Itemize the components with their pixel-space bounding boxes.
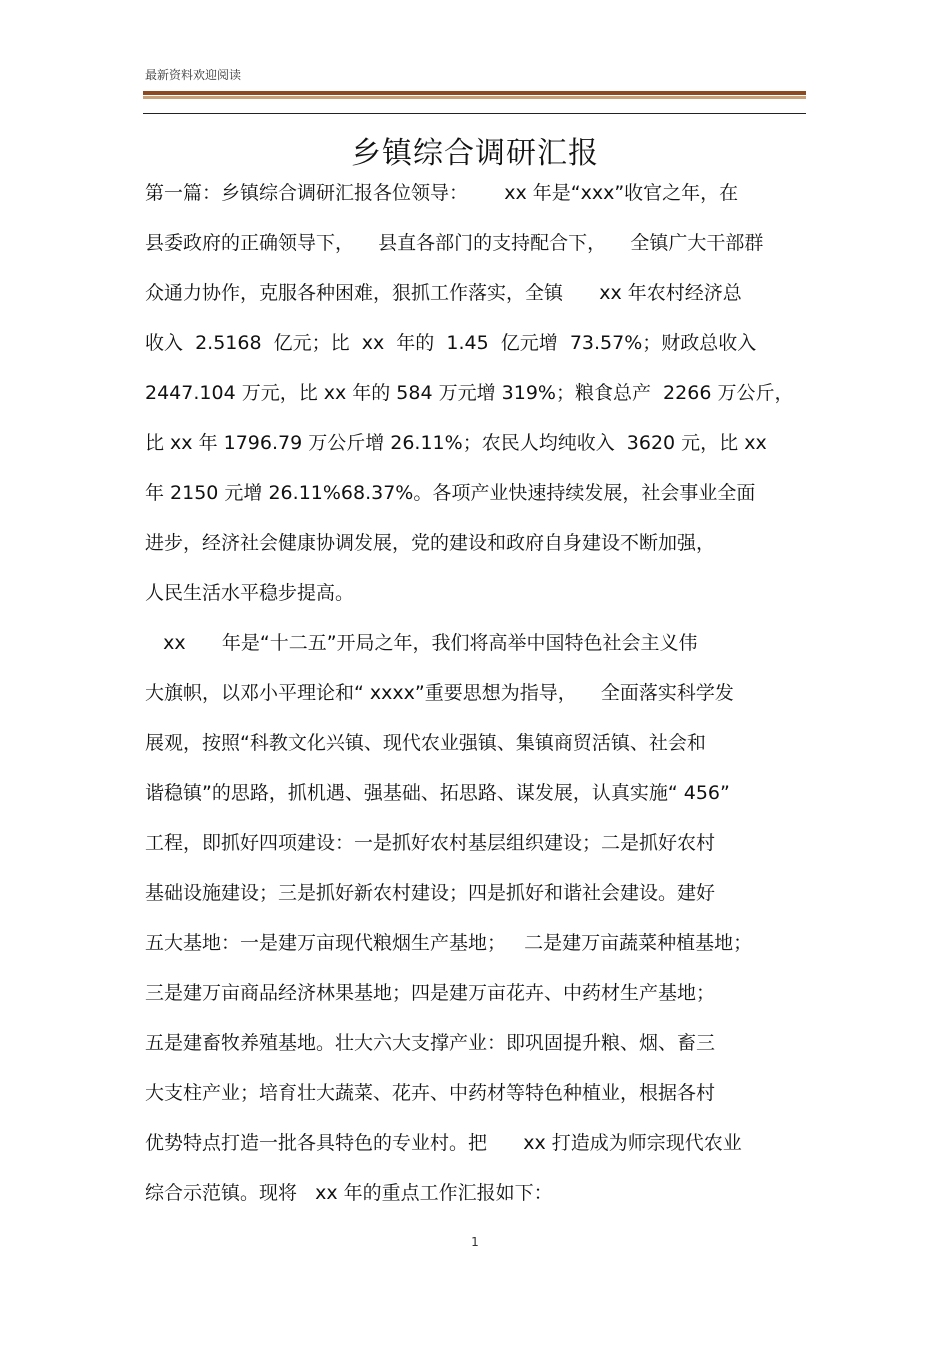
body-line: 谐稳镇”的思路，抓机遇、强基础、拓思路、谋发展，认真实施“ 456” xyxy=(145,782,730,804)
document-title: 乡镇综合调研汇报 xyxy=(351,136,599,171)
body-line: 三是建万亩商品经济林果基地；四是建万亩花卉、中药材生产基地； xyxy=(145,982,716,1004)
page-number: 1 xyxy=(471,1235,479,1249)
body-line: 大支柱产业；培育壮大蔬菜、花卉、中药材等特色种植业，根据各村 xyxy=(145,1082,716,1104)
body-line: 大旗帜，以邓小平理论和“ xxxx”重要思想为指导， 全面落实科学发 xyxy=(145,682,734,704)
body-line: 第一篇：乡镇综合调研汇报各位领导： xx 年是“xxx”收官之年，在 xyxy=(145,182,739,204)
page-header-text: 最新资料欢迎阅读 xyxy=(145,68,242,82)
body-line: 众通力协作，克服各种困难，狠抓工作落实，全镇 xx 年农村经济总 xyxy=(145,282,742,304)
body-line: 比 xx 年 1796.79 万公斤增 26.11%；农民人均纯收入 3620 元，比 xx xyxy=(145,432,767,454)
body-line: 综合示范镇。现将 xx 年的重点工作汇报如下： xyxy=(145,1182,553,1204)
body-line: 工程，即抓好四项建设：一是抓好农村基层组织建设；二是抓好农村 xyxy=(145,832,716,854)
body-line: 人民生活水平稳步提高。 xyxy=(145,582,355,604)
body-line: 优势特点打造一批各具特色的专业村。把 xx 打造成为师宗现代农业 xyxy=(145,1132,742,1154)
header-rule-thick xyxy=(143,91,806,95)
body-line: 五大基地：一是建万亩现代粮烟生产基地； 二是建万亩蔬菜种植基地； xyxy=(145,932,753,954)
body-line: xx 年是“十二五”开局之年，我们将高举中国特色社会主义伟 xyxy=(145,632,698,654)
body-line: 基础设施建设；三是抓好新农村建设；四是抓好和谐社会建设。建好 xyxy=(145,882,716,904)
body-line: 进步，经济社会健康协调发展，党的建设和政府自身建设不断加强， xyxy=(145,532,716,554)
header-rule-thin xyxy=(143,113,806,114)
body-line: 县委政府的正确领导下， 县直各部门的支持配合下， 全镇广大干部群 xyxy=(145,232,764,254)
header-rule-accent xyxy=(143,96,806,99)
body-line: 年 2150 元增 26.11%68.37%。各项产业快速持续发展，社会事业全面 xyxy=(145,482,756,504)
body-line: 2447.104 万元，比 xx 年的 584 万元增 319%；粮食总产 2266 万公斤， xyxy=(145,382,794,404)
body-line: 收入 2.5168 亿元；比 xx 年的 1.45 亿元增 73.57%；财政总收入 xyxy=(145,332,757,354)
body-line: 展观，按照“科教文化兴镇、现代农业强镇、集镇商贸活镇、社会和 xyxy=(145,732,706,754)
body-line: 五是建畜牧养殖基地。壮大六大支撑产业：即巩固提升粮、烟、畜三 xyxy=(145,1032,716,1054)
